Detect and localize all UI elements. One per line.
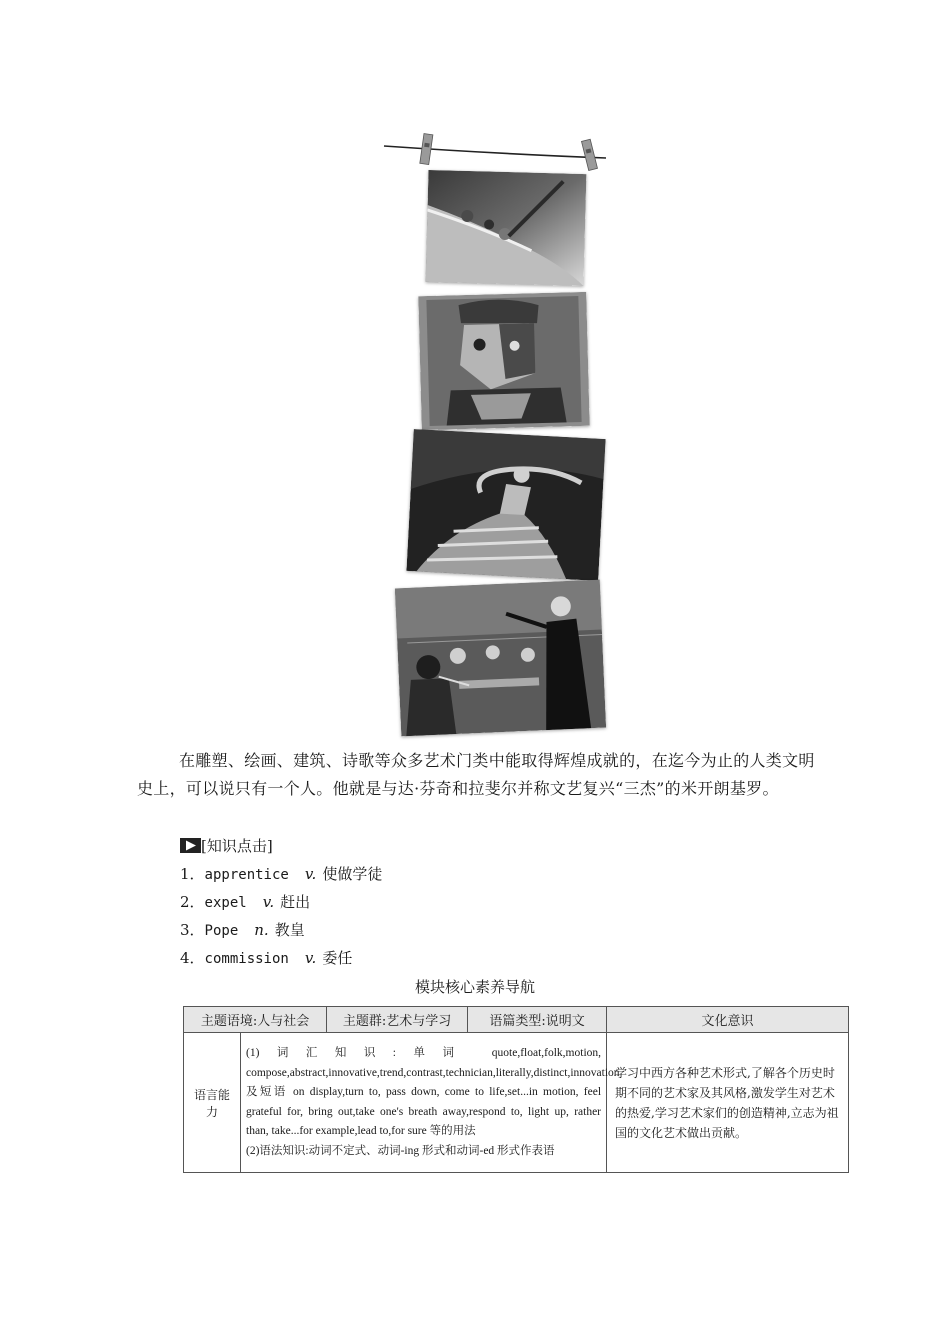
header-culture: 文化意识 bbox=[607, 1007, 849, 1033]
knowledge-heading bbox=[180, 836, 273, 856]
table-row bbox=[184, 1033, 849, 1173]
play-arrow-icon bbox=[180, 838, 201, 853]
intro-paragraph bbox=[137, 747, 817, 803]
table-caption: 模块核心素养导航 bbox=[414, 978, 535, 996]
palette-photo bbox=[426, 170, 587, 286]
dancer-photo bbox=[406, 429, 605, 581]
vocab-pos: n. bbox=[254, 921, 269, 939]
vocab-meaning: 教皇 bbox=[274, 921, 305, 939]
language-ability-content bbox=[241, 1033, 620, 1173]
vocab-num: 1． bbox=[180, 865, 205, 883]
vocab-item bbox=[180, 920, 305, 941]
vocab-num: 3． bbox=[180, 921, 205, 939]
vocab-item bbox=[180, 864, 382, 885]
vocab-word: apprentice bbox=[204, 867, 289, 883]
vocab-meaning: 赶出 bbox=[280, 893, 311, 911]
vocab-item bbox=[180, 892, 310, 913]
clothespin-left bbox=[420, 134, 433, 165]
orchestra-photo bbox=[395, 580, 606, 737]
header-theme-group: 主题群:艺术与学习 bbox=[327, 1007, 468, 1033]
vocab-pos: v. bbox=[304, 865, 317, 883]
vocab-word: Pope bbox=[204, 923, 239, 939]
vocab-num: 2． bbox=[180, 893, 205, 911]
photo-collage bbox=[380, 128, 620, 738]
header-theme-context: 主题语境:人与社会 bbox=[184, 1007, 327, 1033]
core-literacy-table bbox=[183, 1006, 849, 1173]
clothespin-right bbox=[581, 139, 597, 170]
vocab-meaning: 委任 bbox=[322, 949, 353, 967]
table-header-row bbox=[184, 1007, 849, 1033]
culture-content: 学习中西方各种艺术形式,了解各个历史时期不同的艺术家及其风格,激发学生对艺术的热爱,学习艺术家们的创造精神,立志为祖国的文化艺术做出贡献。 bbox=[607, 1033, 849, 1173]
vocab-word: commission bbox=[204, 951, 289, 967]
vocab-pos: v. bbox=[304, 949, 317, 967]
hanging-string bbox=[380, 128, 620, 178]
header-text-type: 语篇类型:说明文 bbox=[468, 1007, 607, 1033]
vocab-num: 4． bbox=[180, 949, 205, 967]
grammar-knowledge: (2)语法知识:动词不定式、动词-ing 形式和动词-ed 形式作表语 bbox=[246, 1144, 555, 1157]
vocab-knowledge: (1)词汇知识:单词 quote,float,folk,motion, compose,abstract,innovative,trend,contrast,technician,literally,distinct,innovation 及短语 on display,turn to, pass down, come to life,set...in motion, feel grateful for, bring out,take one's breath away,respond to, light up, rather than, take...for example,lead to,for sure 等的用法 bbox=[246, 1047, 620, 1137]
intro-text: 在雕塑、绘画、建筑、诗歌等众多艺术门类中能取得辉煌成就的，在迄今为止的人类文明史上，可以说只有一个人。他就是与达·芬奇和拉斐尔并称文艺复兴“三杰”的米开朗基罗。 bbox=[137, 751, 815, 798]
vocab-pos: v. bbox=[262, 893, 275, 911]
knowledge-heading-text: [知识点击] bbox=[201, 837, 273, 855]
vocab-word: expel bbox=[204, 895, 247, 911]
row-label-language: 语言能力 bbox=[184, 1033, 241, 1173]
vocab-item bbox=[180, 948, 352, 969]
vocab-meaning: 使做学徒 bbox=[322, 865, 383, 883]
cubist-portrait-photo bbox=[418, 292, 589, 430]
